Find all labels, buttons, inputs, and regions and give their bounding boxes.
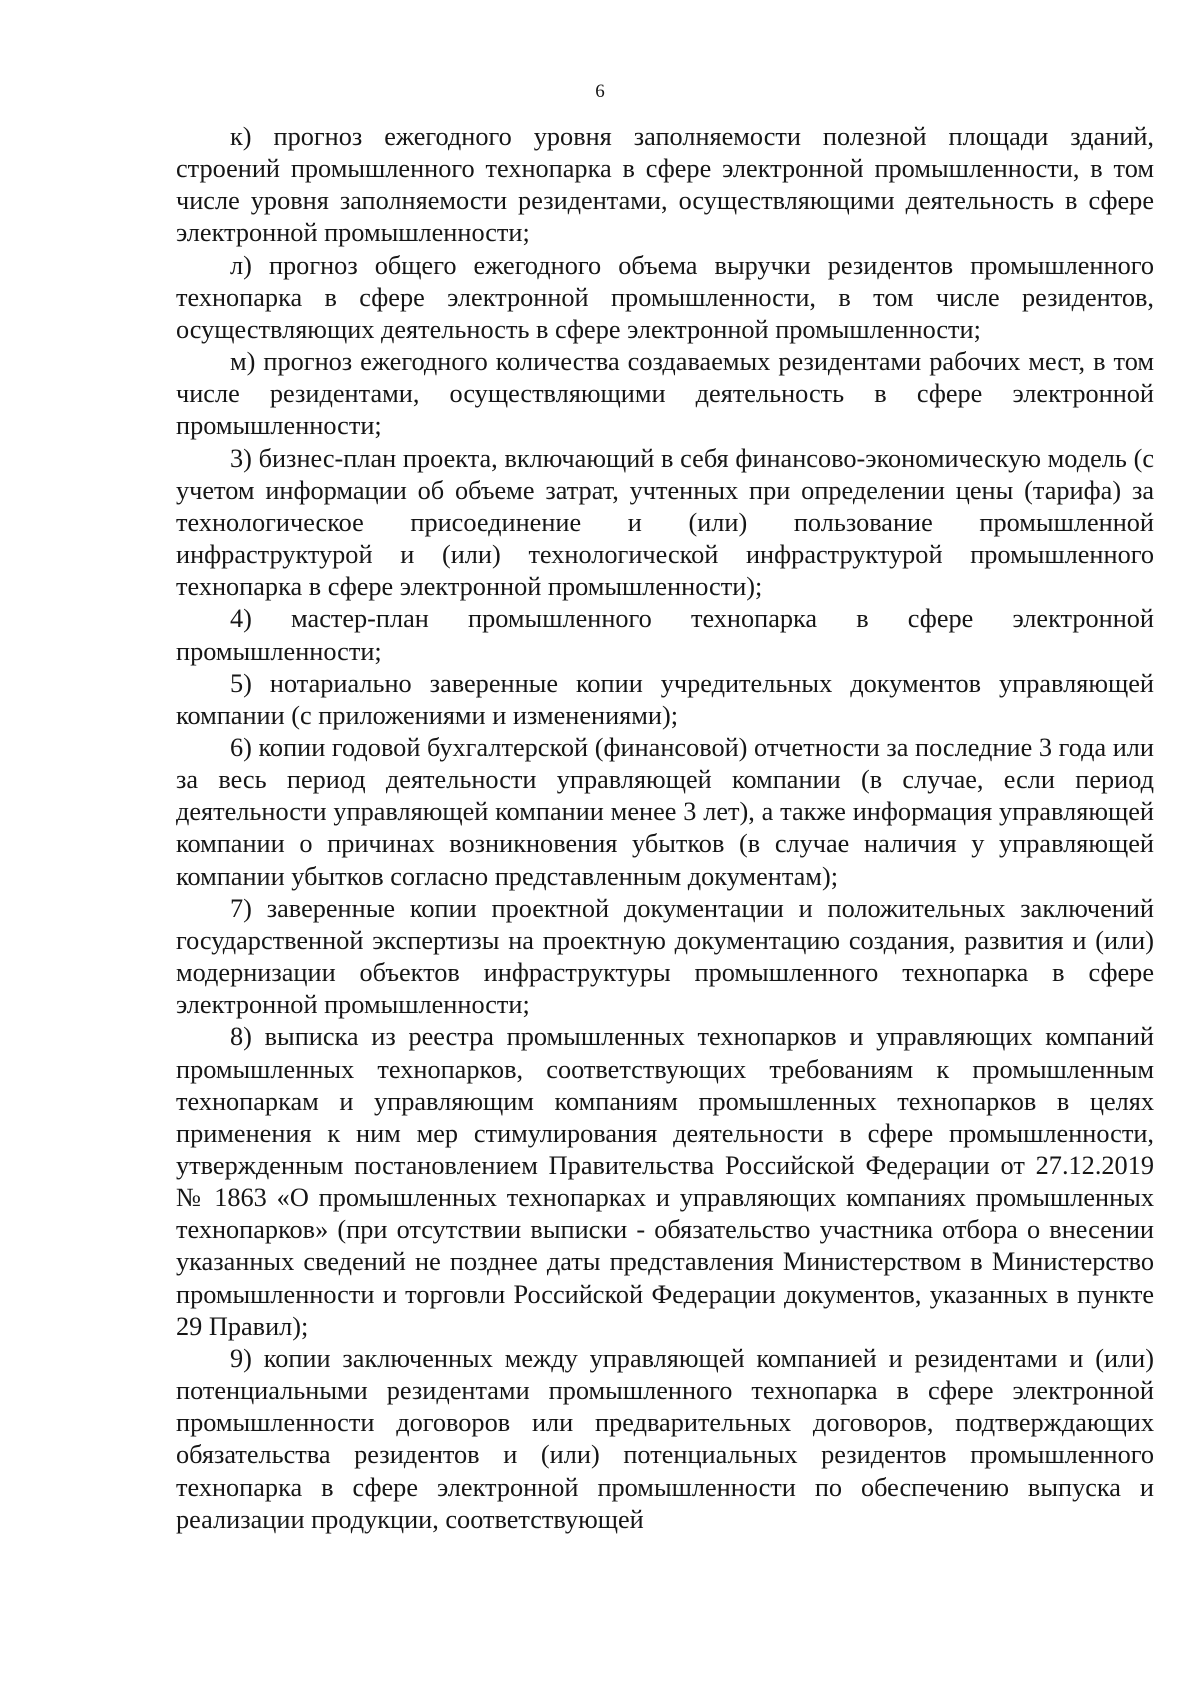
page-number: 6 xyxy=(595,81,605,102)
paragraph-9-contract-copies: 9) копии заключенных между управляющей компанией и резидентами и (или) потенциальными резидентами промышленного технопарка в сфере электронной промышленности договоров или предварительных договоров, подтверждающих обязательства резидентов и (или) потенциальных резидентов промышленного технопарка в сфере электронной промышленности по обеспечению выпуска и реализации продукции, соответствующей xyxy=(176,1343,1154,1534)
document-body xyxy=(176,121,1154,1536)
paragraph-4-master-plan: 4) мастер-план промышленного технопарка в сфере электронной промышленности; xyxy=(176,604,1154,666)
paragraph-8-registry-extract: 8) выписка из реестра промышленных технопарков и управляющих компаний промышленных технопарков, соответствующих требованиям к промышленным технопаркам и управляющим компаниям промышленных технопарков в целях применения к ним мер стимулирования деятельности в сфере промышленности, утвержденным постановлением Правительства Российской Федерации от 27.12.2019 № 1863 «О промышленных технопарках и управляющих компаниях промышленных технопарков» (при отсутствии выписки - обязательство участника отбора о внесении указанных сведений не позднее даты представления Министерством в Министерство промышленности и торговли Российской Федерации документов, указанных в пункте 29 Правил); xyxy=(176,1022,1154,1341)
paragraph-m-jobs-forecast: м) прогноз ежегодного количества создаваемых резидентами рабочих мест, в том числе резидентами, осуществляющими деятельность в сфере электронной промышленности; xyxy=(176,347,1154,441)
paragraph-l-revenue-forecast: л) прогноз общего ежегодного объема выручки резидентов промышленного технопарка в сфере электронной промышленности, в том числе резидентов, осуществляющих деятельность в сфере электронной промышленности; xyxy=(176,250,1154,344)
paragraph-6-financial-statements: 6) копии годовой бухгалтерской (финансовой) отчетности за последние 3 года или за весь период деятельности управляющей компании (в случае, если период деятельности управляющей компании менее 3 лет), а также информация управляющей компании о причинах возникновения убытков (в случае наличия у управляющей компании убытков согласно представленным документам); xyxy=(176,732,1154,891)
paragraph-3-business-plan: 3) бизнес-план проекта, включающий в себя финансово-экономическую модель (с учетом информации об объеме затрат, учтенных при определении цены (тарифа) за технологическое присоединение и (или) пользование промышленной инфраструктурой и (или) технологической инфраструктурой промышленного технопарка в сфере электронной промышленности); xyxy=(176,443,1154,602)
paragraph-k-occupancy-forecast: к) прогноз ежегодного уровня заполняемости полезной площади зданий, строений промышленного технопарка в сфере электронной промышленности, в том числе уровня заполняемости резидентами, осуществляющими деятельность в сфере электронной промышленности; xyxy=(176,122,1154,248)
paragraph-7-project-documentation: 7) заверенные копии проектной документации и положительных заключений государственной экспертизы на проектную документацию создания, развития и (или) модернизации объектов инфраструктуры промышленного технопарка в сфере электронной промышленности; xyxy=(176,893,1154,1020)
paragraph-5-notarized-copies: 5) нотариально заверенные копии учредительных документов управляющей компании (с приложениями и изменениями); xyxy=(176,668,1154,730)
